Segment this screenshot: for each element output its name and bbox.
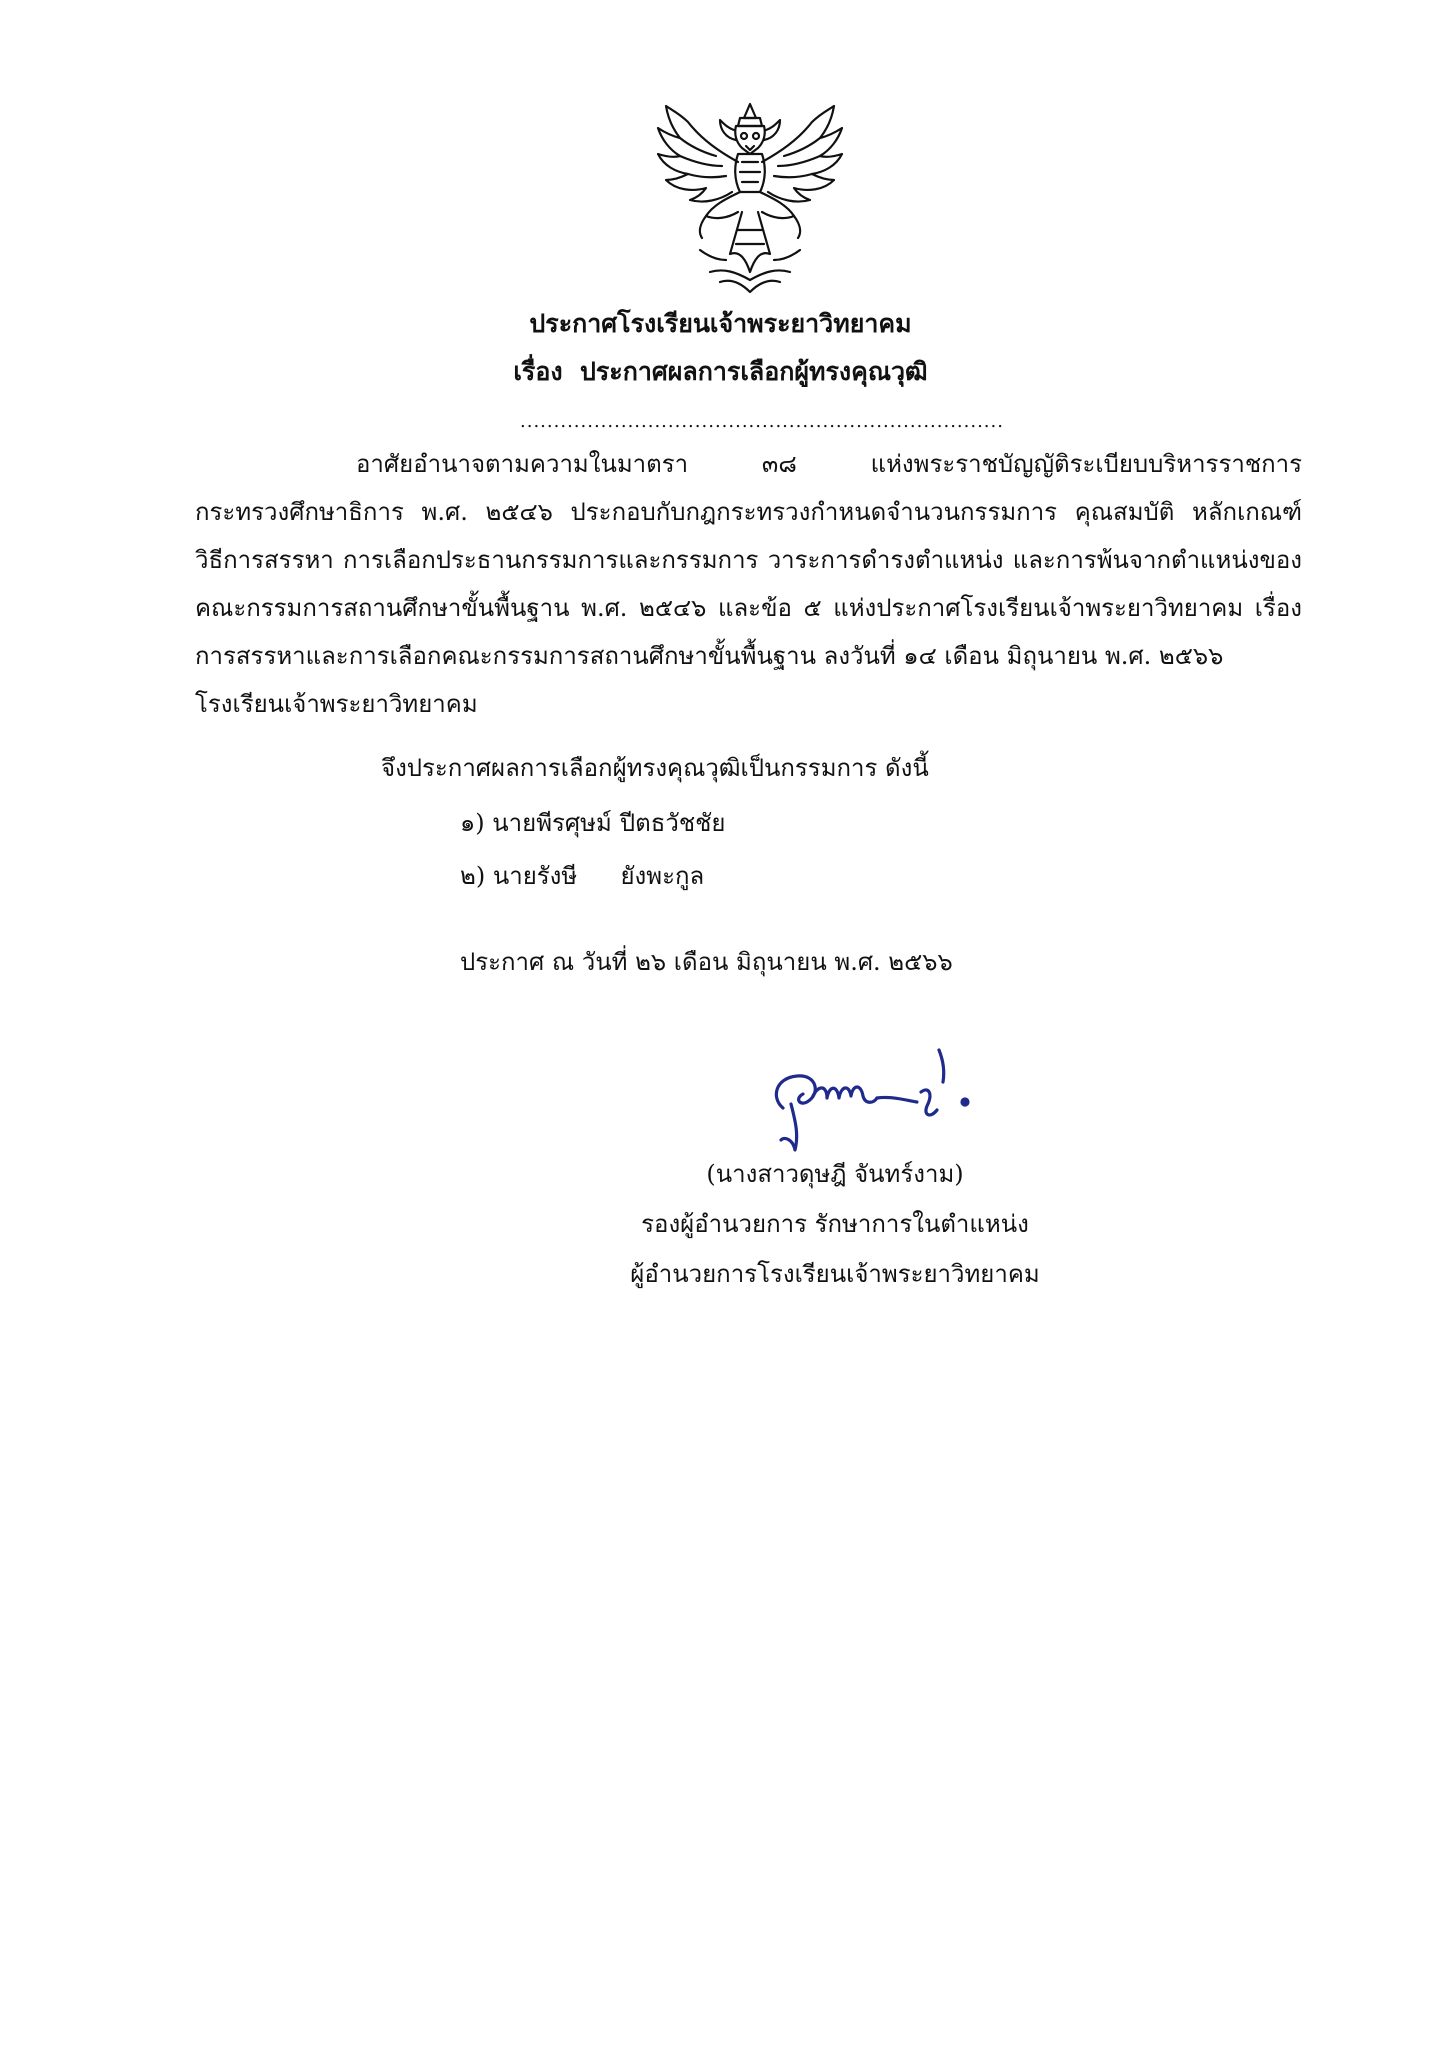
paragraph-line: วิธีการสรรหา การเลือกประธานกรรมการและกรรมการ วาระการดำรงตำแหน่ง และการพ้นจากตำแหน่งของ (195, 546, 1302, 574)
paragraph-line: คณะกรรมการสถานศึกษาขั้นพื้นฐาน พ.ศ. ๒๕๔๖ และข้อ ๕ แห่งประกาศโรงเรียนเจ้าพระยาวิทยาคม เรื่อง (195, 594, 1302, 622)
subject-text: ประกาศผลการเลือกผู้ทรงคุณวุฒิ (579, 357, 928, 386)
handwritten-signature (755, 1042, 995, 1162)
announce-intro: จึงประกาศผลการเลือกผู้ทรงคุณวุฒิเป็นกรรมการ ดังนี้ (381, 754, 929, 782)
member-last-name: ปีตธวัชชัย (619, 809, 726, 837)
garuda-emblem-icon (650, 100, 850, 298)
announcement-date: ประกาศ ณ วันที่ ๒๖ เดือน มิถุนายน พ.ศ. ๒๕๖๖ (460, 948, 953, 976)
signatory-position-line2: ผู้อำนวยการโรงเรียนเจ้าพระยาวิทยาคม (630, 1260, 1040, 1288)
member-first-name: นายพีรศุษม์ (492, 809, 612, 837)
member-number: ๑) (460, 809, 485, 837)
paragraph-line: กระทรวงศึกษาธิการ พ.ศ. ๒๕๔๖ ประกอบกับกฎกระทรวงกำหนดจำนวนกรรมการ คุณสมบัติ หลักเกณฑ์ (195, 498, 1302, 526)
signatory-name: (นางสาวดุษฎี จันทร์งาม) (706, 1160, 964, 1188)
paragraph-line: โรงเรียนเจ้าพระยาวิทยาคม (195, 690, 478, 718)
paragraph-line: อาศัยอำนาจตามความในมาตรา ๓๘ แห่งพระราชบัญญัติระเบียบบริหารราชการ (356, 450, 1302, 478)
signatory-position-line1: รองผู้อำนวยการ รักษาการในตำแหน่ง (641, 1210, 1029, 1238)
paragraph-line: การสรรหาและการเลือกคณะกรรมการสถานศึกษาขั้นพื้นฐาน ลงวันที่ ๑๔ เดือน มิถุนายน พ.ศ. ๒๕๖๖ (195, 642, 1224, 670)
member-number: ๒) (460, 862, 486, 890)
member-item (460, 805, 725, 841)
subject-label: เรื่อง (513, 357, 563, 386)
member-last-name: ยังพะกูล (620, 862, 705, 890)
document-title: ประกาศโรงเรียนเจ้าพระยาวิทยาคม (529, 309, 912, 338)
member-first-name: นายรังษี (492, 862, 578, 890)
member-item (460, 858, 704, 894)
document-subject (0, 354, 1441, 390)
title-separator: ........................................................................ (520, 411, 1004, 432)
